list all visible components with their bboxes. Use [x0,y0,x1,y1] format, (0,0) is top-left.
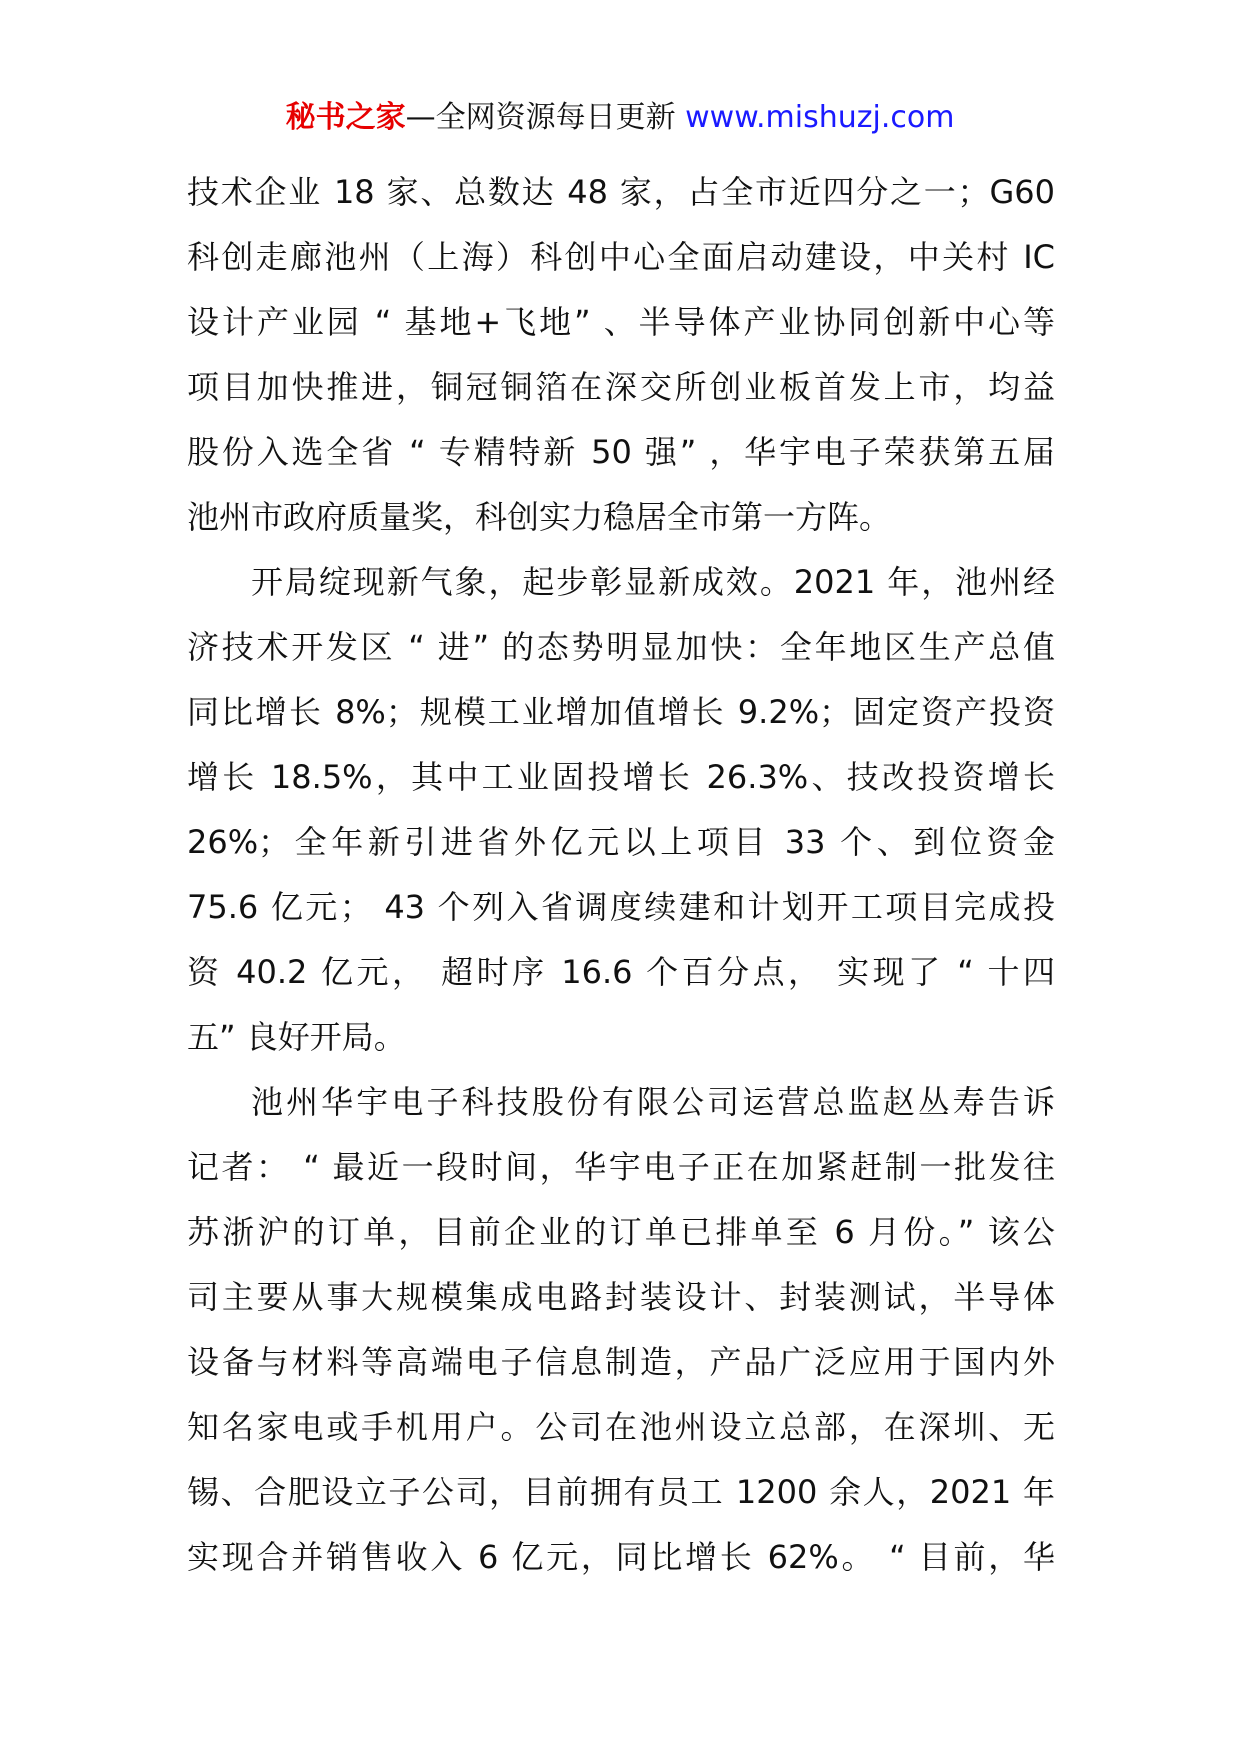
text-line: 26%；全年新引进省外亿元以上项目 33 个、到位资金 [187,823,1055,861]
text-line: 司主要从事大规模集成电路封装设计、封装测试，半导体 [187,1278,1055,1316]
header-brand: 秘书之家 [285,100,406,135]
text-line: 设备与材料等高端电子信息制造，产品广泛应用于国内外 [187,1343,1055,1381]
document-body [187,160,1055,1590]
text-line: 池州市政府质量奖，科创实力稳居全市第一方阵。 [187,498,892,536]
text-line: 记者： “ 最近一段时间，华宇电子正在加紧赶制一批发往 [187,1148,1055,1186]
text-line: 池州华宇电子科技股份有限公司运营总监赵丛寿告诉 [251,1083,1055,1121]
header-site-link[interactable]: www.mishuzj.com [685,100,955,135]
text-line: 济技术开发区 “ 进” 的态势明显加快：全年地区生产总值 [187,628,1055,666]
text-line: 增长 18.5%，其中工业固投增长 26.3%、技改投资增长 [187,758,1055,796]
text-line: 实现合并销售收入 6 亿元，同比增长 62%。 “ 目前，华 [187,1538,1055,1576]
text-line: 开局绽现新气象，起步彰显新成效。2021 年，池州经 [251,563,1055,601]
paragraph [187,1070,1055,1590]
text-line: 知名家电或手机用户。公司在池州设立总部，在深圳、无 [187,1408,1055,1446]
paragraph [187,550,1055,1070]
text-line: 苏浙沪的订单，目前企业的订单已排单至 6 月份。” 该公 [187,1213,1055,1251]
text-line: 五” 良好开局。 [187,1018,406,1056]
text-line: 设计产业园 “ 基地+飞地” 、半导体产业协同创新中心等 [187,303,1055,341]
paragraph [187,160,1055,550]
text-line: 股份入选全省 “ 专精特新 50 强” ，华宇电子荣获第五届 [187,433,1055,471]
text-line: 项目加快推进，铜冠铜箔在深交所创业板首发上市，均益 [187,368,1055,406]
page-header [0,98,1240,138]
text-line: 资 40.2 亿元， 超时序 16.6 个百分点， 实现了 “ 十四 [187,953,1055,991]
text-line: 75.6 亿元； 43 个列入省调度续建和计划开工项目完成投 [187,888,1055,926]
header-tagline: —全网资源每日更新 [405,100,676,135]
text-line: 技术企业 18 家、总数达 48 家，占全市近四分之一；G60 [187,173,1055,211]
text-line: 科创走廊池州（上海）科创中心全面启动建设，中关村 IC [187,238,1055,276]
text-line: 同比增长 8%；规模工业增加值增长 9.2%；固定资产投资 [187,693,1055,731]
text-line: 锡、合肥设立子公司，目前拥有员工 1200 余人，2021 年 [187,1473,1055,1511]
